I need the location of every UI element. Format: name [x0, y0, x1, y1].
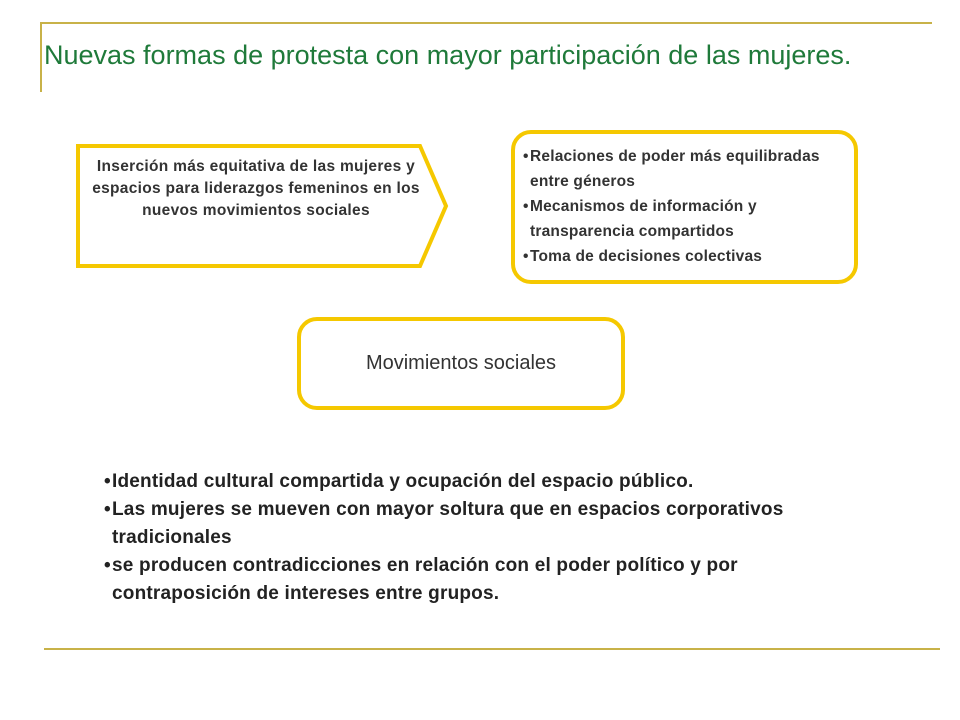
list-item: • se producen contradicciones en relación con el poder político y por contraposición de intereses entre grupos.	[104, 552, 864, 608]
bottom-list	[104, 468, 864, 608]
list-item: • Las mujeres se mueven con mayor soltura que en espacios corporativos tradicionales	[104, 496, 864, 552]
chevron-text: Inserción más equitativa de las mujeres y espacios para liderazgos femeninos en los nuevos movimientos sociales	[92, 158, 420, 219]
center-box-label: Movimientos sociales	[365, 352, 557, 374]
center-box	[297, 317, 625, 410]
right-box	[511, 130, 858, 284]
list-item: • Identidad cultural compartida y ocupación del espacio público.	[104, 468, 864, 496]
slide-title: Nuevas formas de protesta con mayor participación de las mujeres.	[44, 40, 852, 70]
list-item: • Toma de decisiones colectivas	[523, 244, 846, 269]
list-item: • Relaciones de poder más equilibradas entre géneros	[523, 144, 846, 194]
right-box-list	[523, 144, 846, 269]
list-item: • Mecanismos de información y transparencia compartidos	[523, 194, 846, 244]
